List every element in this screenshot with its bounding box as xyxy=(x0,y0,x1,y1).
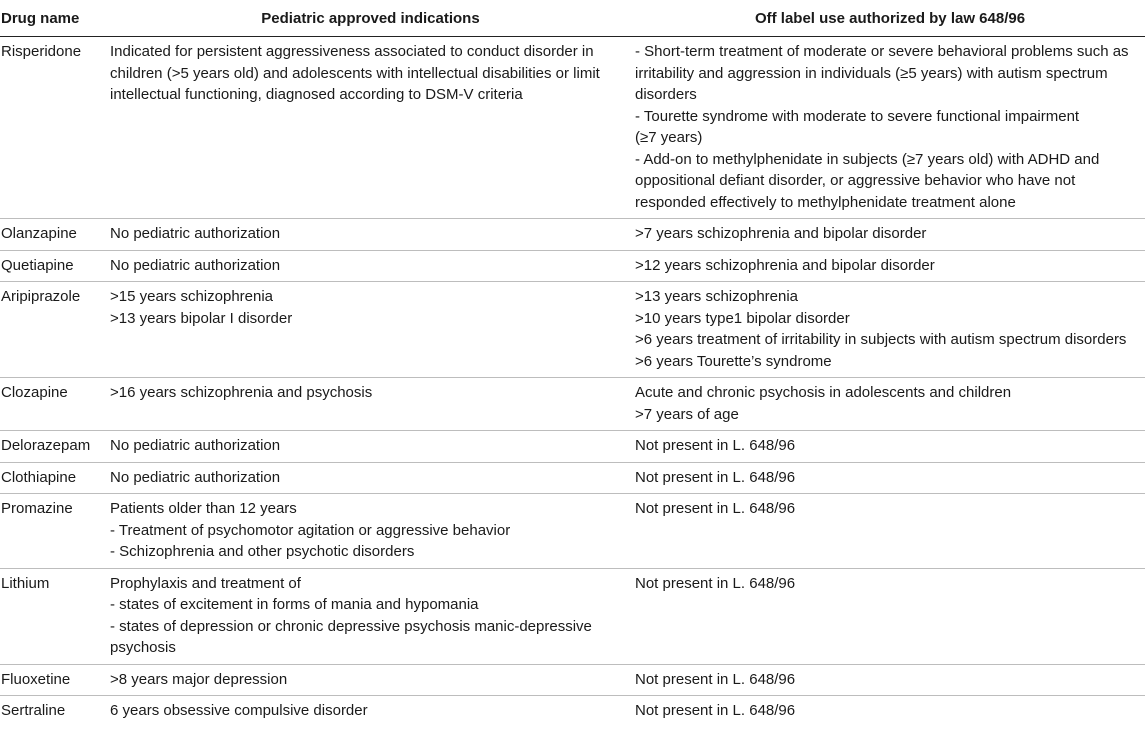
pediatric-indication-line: >8 years major depression xyxy=(110,670,288,688)
pediatric-indication-line: - states of depression or chronic depressive psychosis manic-depressive xyxy=(110,617,592,635)
drug-name-cell: Risperidone xyxy=(0,37,106,219)
off-label-use-cell xyxy=(635,37,1145,219)
pediatric-indication-cell xyxy=(106,696,635,727)
pediatric-indication-cell xyxy=(106,37,635,219)
off-label-use-line: >13 years schizophrenia xyxy=(635,288,799,305)
off-label-use-line: >6 years Tourette’s syndrome xyxy=(635,352,832,370)
off-label-use-line: >6 years treatment of irritability in subjects with autism spectrum disorders xyxy=(635,331,1127,348)
drug-name-cell: Olanzapine xyxy=(0,219,106,251)
pediatric-indication-line: - Treatment of psychomotor agitation or aggressive behavior xyxy=(110,521,511,539)
table-row xyxy=(0,494,1145,569)
pediatric-indication-line: Patients older than 12 years xyxy=(110,500,297,517)
header-drug-name: Drug name xyxy=(0,0,106,37)
pediatric-indication-cell xyxy=(106,462,635,494)
off-label-use-cell xyxy=(635,568,1145,664)
off-label-use-line: oppositional defiant disorder, or aggressive behavior who have not xyxy=(635,172,1076,189)
table-row xyxy=(0,462,1145,494)
pediatric-indication-line: psychosis xyxy=(110,639,176,656)
pediatric-indication-cell xyxy=(106,282,635,378)
table-row xyxy=(0,431,1145,463)
off-label-use-line: (≥7 years) xyxy=(635,129,703,146)
off-label-use-line: Not present in L. 648/96 xyxy=(635,670,796,688)
pediatric-indication-cell xyxy=(106,494,635,569)
off-label-use-line: >7 years of age xyxy=(635,405,739,423)
pediatric-indication-line: - Schizophrenia and other psychotic disorders xyxy=(110,543,415,560)
off-label-use-line: irritability and aggression in individuals (≥5 years) with autism spectrum xyxy=(635,64,1108,82)
pediatric-indication-cell xyxy=(106,664,635,696)
off-label-use-line: Not present in L. 648/96 xyxy=(635,702,796,719)
header-pediatric-indications: Pediatric approved indications xyxy=(106,0,635,37)
table-header xyxy=(0,0,1145,37)
drug-name-cell: Delorazepam xyxy=(0,431,106,463)
table-row xyxy=(0,219,1145,251)
table-row xyxy=(0,696,1145,727)
off-label-use-line: Acute and chronic psychosis in adolescents and children xyxy=(635,384,1012,401)
off-label-use-line: Not present in L. 648/96 xyxy=(635,500,796,517)
drug-name-cell: Aripiprazole xyxy=(0,282,106,378)
off-label-use-cell xyxy=(635,378,1145,431)
off-label-use-cell xyxy=(635,494,1145,569)
pediatric-indication-line: >13 years bipolar I disorder xyxy=(110,309,293,327)
pediatric-indication-line: Indicated for persistent aggressiveness associated to conduct disorder in xyxy=(110,43,594,60)
table-row xyxy=(0,282,1145,378)
off-label-use-line: Not present in L. 648/96 xyxy=(635,468,796,486)
drug-name-cell: Clozapine xyxy=(0,378,106,431)
off-label-use-cell xyxy=(635,696,1145,727)
pediatric-indication-cell xyxy=(106,378,635,431)
drug-name-cell: Lithium xyxy=(0,568,106,664)
off-label-use-line: Not present in L. 648/96 xyxy=(635,437,796,454)
pediatric-indication-cell xyxy=(106,568,635,664)
pediatric-indication-line: No pediatric authorization xyxy=(110,225,281,242)
off-label-use-cell xyxy=(635,431,1145,463)
off-label-use-cell xyxy=(635,462,1145,494)
pediatric-indication-cell xyxy=(106,250,635,282)
pediatric-indication-line: No pediatric authorization xyxy=(110,437,281,454)
pediatric-indication-line: >15 years schizophrenia xyxy=(110,288,274,305)
off-label-use-cell xyxy=(635,250,1145,282)
table-row xyxy=(0,664,1145,696)
pediatric-indication-line: No pediatric authorization xyxy=(110,256,281,274)
table-body xyxy=(0,37,1145,727)
pediatric-indication-line: 6 years obsessive compulsive disorder xyxy=(110,702,368,719)
table-row xyxy=(0,37,1145,219)
pediatric-indication-line: - states of excitement in forms of mania and hypomania xyxy=(110,596,479,613)
off-label-use-line: - Short-term treatment of moderate or severe behavioral problems such as xyxy=(635,43,1129,60)
off-label-use-line: >7 years schizophrenia and bipolar disorder xyxy=(635,225,927,242)
pediatric-indication-cell xyxy=(106,219,635,251)
off-label-use-line: responded effectively to methylphenidate treatment alone xyxy=(635,193,1016,211)
header-row xyxy=(0,0,1145,37)
off-label-use-cell xyxy=(635,664,1145,696)
off-label-use-line: - Tourette syndrome with moderate to severe functional impairment xyxy=(635,107,1080,125)
off-label-use-line: >10 years type1 bipolar disorder xyxy=(635,309,850,327)
drug-name-cell: Sertraline xyxy=(1,702,66,719)
off-label-use-line: Not present in L. 648/96 xyxy=(635,574,796,592)
pediatric-indication-line: Prophylaxis and treatment of xyxy=(110,574,301,592)
drug-name-cell: Quetiapine xyxy=(0,250,106,282)
drug-name-cell: Fluoxetine xyxy=(0,664,106,696)
pediatric-indication-line: children (>5 years old) and adolescents with intellectual disabilities or limit xyxy=(110,64,600,82)
off-label-use-line: >12 years schizophrenia and bipolar disorder xyxy=(635,256,935,274)
pediatric-indication-cell xyxy=(106,431,635,463)
drug-name-cell: Promazine xyxy=(0,494,106,569)
off-label-use-line: - Add-on to methylphenidate in subjects (≥7 years old) with ADHD and xyxy=(635,150,1100,168)
off-label-use-line: disorders xyxy=(635,86,697,103)
off-label-use-cell xyxy=(635,219,1145,251)
pediatric-indication-line: >16 years schizophrenia and psychosis xyxy=(110,384,373,401)
drug-name-cell: Clothiapine xyxy=(0,462,106,494)
table-row xyxy=(0,568,1145,664)
table-row xyxy=(0,378,1145,431)
off-label-use-cell xyxy=(635,282,1145,378)
header-off-label-use: Off label use authorized by law 648/96 xyxy=(635,0,1145,37)
table-row xyxy=(0,250,1145,282)
pediatric-indication-line: intellectual functioning, diagnosed according to DSM-V criteria xyxy=(110,86,523,103)
pediatric-indication-line: No pediatric authorization xyxy=(110,468,281,486)
